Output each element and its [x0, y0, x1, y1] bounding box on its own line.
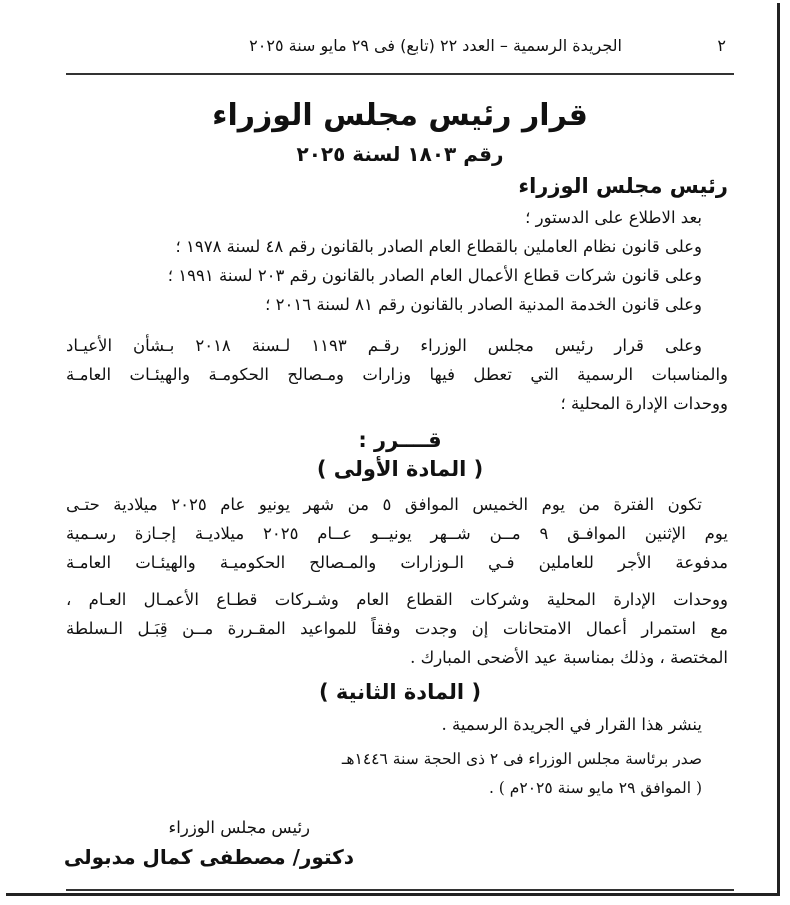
- article-1-line: تكون الفترة من يوم الخميس الموافق ٥ من شهر يونيو عام ٢٠٢٥ ميلادية حتـى: [66, 495, 702, 514]
- article-1-line: مدفوعة الأجر للعاملين فـي الـوزارات والمـصالح الحكوميـة والهيئـات العامـة: [66, 553, 728, 572]
- issued-line: ( الموافق ٢٩ مايو سنة ٢٠٢٥م ) .: [488, 779, 702, 797]
- preamble-line: وعلى قرار رئيس مجلس الوزراء رقـم ١١٩٣ لـسنة ٢٠١٨ بـشأن الأعيـاد: [66, 336, 702, 355]
- article-1-heading: ( المادة الأولى ): [316, 457, 484, 481]
- preamble-line: ووحدات الإدارة المحلية ؛: [560, 394, 728, 413]
- footer-divider: [66, 889, 734, 891]
- decides-heading: قــــرر :: [358, 428, 442, 452]
- issued-line: صدر برئاسة مجلس الوزراء فى ٢ ذى الحجة سنة ١٤٤٦هـ: [341, 750, 702, 768]
- preamble-line: والمناسبات الرسمية التي تعطل فيها وزارات ومـصالح الحكومـة والهيئـات العامـة: [66, 365, 728, 384]
- article-1-line: المختصة ، وذلك بمناسبة عيد الأضحى المبارك .: [410, 648, 728, 667]
- article-2-line: ينشر هذا القرار في الجريدة الرسمية .: [441, 715, 702, 734]
- article-1-line: مع استمرار أعمال الامتحانات إن وجدت وفقاً للمواعيد المقـررة مــن قِبَـل الـسلطة: [66, 619, 728, 638]
- preamble-line: وعلى قانون نظام العاملين بالقطاع العام الصادر بالقانون رقم ٤٨ لسنة ١٩٧٨ ؛: [175, 237, 702, 256]
- preamble-line: بعد الاطلاع على الدستور ؛: [525, 208, 702, 227]
- preamble-line: وعلى قانون الخدمة المدنية الصادر بالقانون رقم ٨١ لسنة ٢٠١٦ ؛: [265, 295, 702, 314]
- page-number: ٢: [717, 36, 726, 55]
- signature-title: رئيس مجلس الوزراء: [168, 818, 310, 837]
- article-2-heading: ( المادة الثانية ): [318, 680, 482, 704]
- decree-number: رقم ١٨٠٣ لسنة ٢٠٢٥: [296, 142, 504, 166]
- article-1-line: ووحدات الإدارة المحلية وشركات القطاع العام وشـركات قطـاع الأعمـال العـام ،: [66, 590, 728, 609]
- signature-name: دكتور/ مصطفى كمال مدبولى: [63, 845, 354, 869]
- header-divider: [66, 73, 734, 75]
- article-1-line: يوم الإثنين الموافـق ٩ مــن شــهر يونيــو عــام ٢٠٢٥ ميلاديـة إجـازة رسـمية: [66, 524, 728, 543]
- preamble-line: وعلى قانون شركات قطاع الأعمال العام الصادر بالقانون رقم ٢٠٣ لسنة ١٩٩١ ؛: [167, 266, 702, 285]
- running-header: [66, 30, 734, 62]
- running-title: الجريدة الرسمية – العدد ٢٢ (تابع) فى ٢٩ مايو سنة ٢٠٢٥: [249, 36, 622, 55]
- issuer-heading: رئيس مجلس الوزراء: [518, 174, 728, 198]
- decree-title: قرار رئيس مجلس الوزراء: [212, 98, 588, 133]
